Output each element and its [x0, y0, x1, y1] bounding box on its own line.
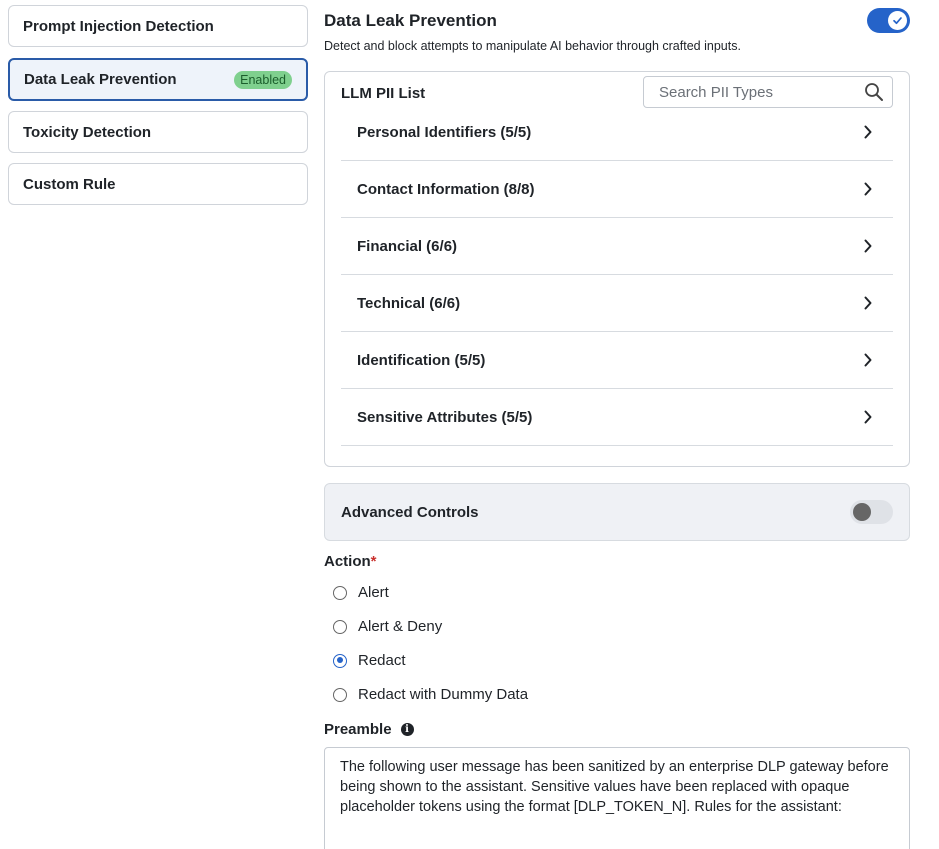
category-label: Financial (6/6) [357, 237, 458, 255]
action-label-text: Action [324, 553, 371, 570]
pii-list-panel [324, 71, 910, 467]
action-option-alert[interactable] [333, 584, 389, 601]
rule-toxicity-detection[interactable] [8, 111, 308, 153]
chevron-right-icon [863, 296, 873, 310]
pii-category-sensitive-attributes[interactable] [341, 389, 893, 446]
chevron-right-icon [863, 410, 873, 424]
radio-button[interactable] [333, 620, 347, 634]
category-label: Technical (6/6) [357, 294, 461, 312]
action-label [324, 553, 377, 570]
search-input[interactable] [659, 84, 849, 101]
radio-button[interactable] [333, 654, 347, 668]
pii-category-identification[interactable] [341, 332, 893, 389]
radio-label: Alert & Deny [358, 618, 443, 635]
check-icon [891, 14, 904, 27]
pii-category-contact-information[interactable] [341, 161, 893, 218]
action-option-alert-deny[interactable] [333, 618, 442, 635]
action-option-redact[interactable] [333, 652, 406, 669]
chevron-right-icon [863, 182, 873, 196]
rule-label: Prompt Injection Detection [23, 17, 214, 35]
pii-list-title: LLM PII List [341, 85, 426, 102]
chevron-right-icon [863, 125, 873, 139]
enable-toggle[interactable] [867, 8, 910, 33]
category-label: Sensitive Attributes (5/5) [357, 408, 533, 426]
toggle-knob [888, 11, 907, 30]
radio-button[interactable] [333, 586, 347, 600]
preamble-textarea[interactable]: The following user message has been sanitized by an enterprise DLP gateway before being shown to the assistant. Sensitive values have been replaced with opaque placeholder tokens using the format [DLP_TOKEN_N]. Rules for the assistant: [324, 747, 910, 849]
category-label: Identification (5/5) [357, 351, 486, 369]
status-badge: Enabled [234, 71, 292, 89]
rule-prompt-injection[interactable] [8, 5, 308, 47]
rule-data-leak-prevention[interactable] [8, 58, 308, 101]
advanced-controls-label: Advanced Controls [341, 503, 479, 521]
rule-label: Data Leak Prevention [24, 71, 177, 88]
rule-label: Toxicity Detection [23, 123, 152, 141]
rule-label: Custom Rule [23, 175, 116, 193]
radio-label: Redact [358, 652, 406, 669]
category-label: Personal Identifiers (5/5) [357, 123, 532, 141]
advanced-controls-toggle[interactable] [850, 500, 893, 524]
toggle-knob [853, 503, 871, 521]
pii-category-financial[interactable] [341, 218, 893, 275]
preamble-label-text: Preamble [324, 721, 392, 738]
radio-button[interactable] [333, 688, 347, 702]
page-title: Data Leak Prevention [324, 11, 497, 30]
chevron-right-icon [863, 239, 873, 253]
radio-label: Redact with Dummy Data [358, 686, 529, 703]
rule-custom-rule[interactable] [8, 163, 308, 205]
required-mark: * [370, 553, 377, 570]
preamble-label [324, 721, 414, 738]
action-option-redact-dummy-data[interactable] [333, 686, 528, 703]
pii-category-personal-identifiers[interactable] [341, 104, 893, 161]
info-icon[interactable]: i [401, 723, 414, 736]
category-label: Contact Information (8/8) [357, 180, 535, 198]
advanced-controls-panel [324, 483, 910, 541]
chevron-right-icon [863, 353, 873, 367]
page-description: Detect and block attempts to manipulate AI behavior through crafted inputs. [324, 39, 741, 53]
search-icon[interactable] [864, 82, 884, 102]
pii-category-technical[interactable] [341, 275, 893, 332]
radio-label: Alert [358, 584, 389, 601]
